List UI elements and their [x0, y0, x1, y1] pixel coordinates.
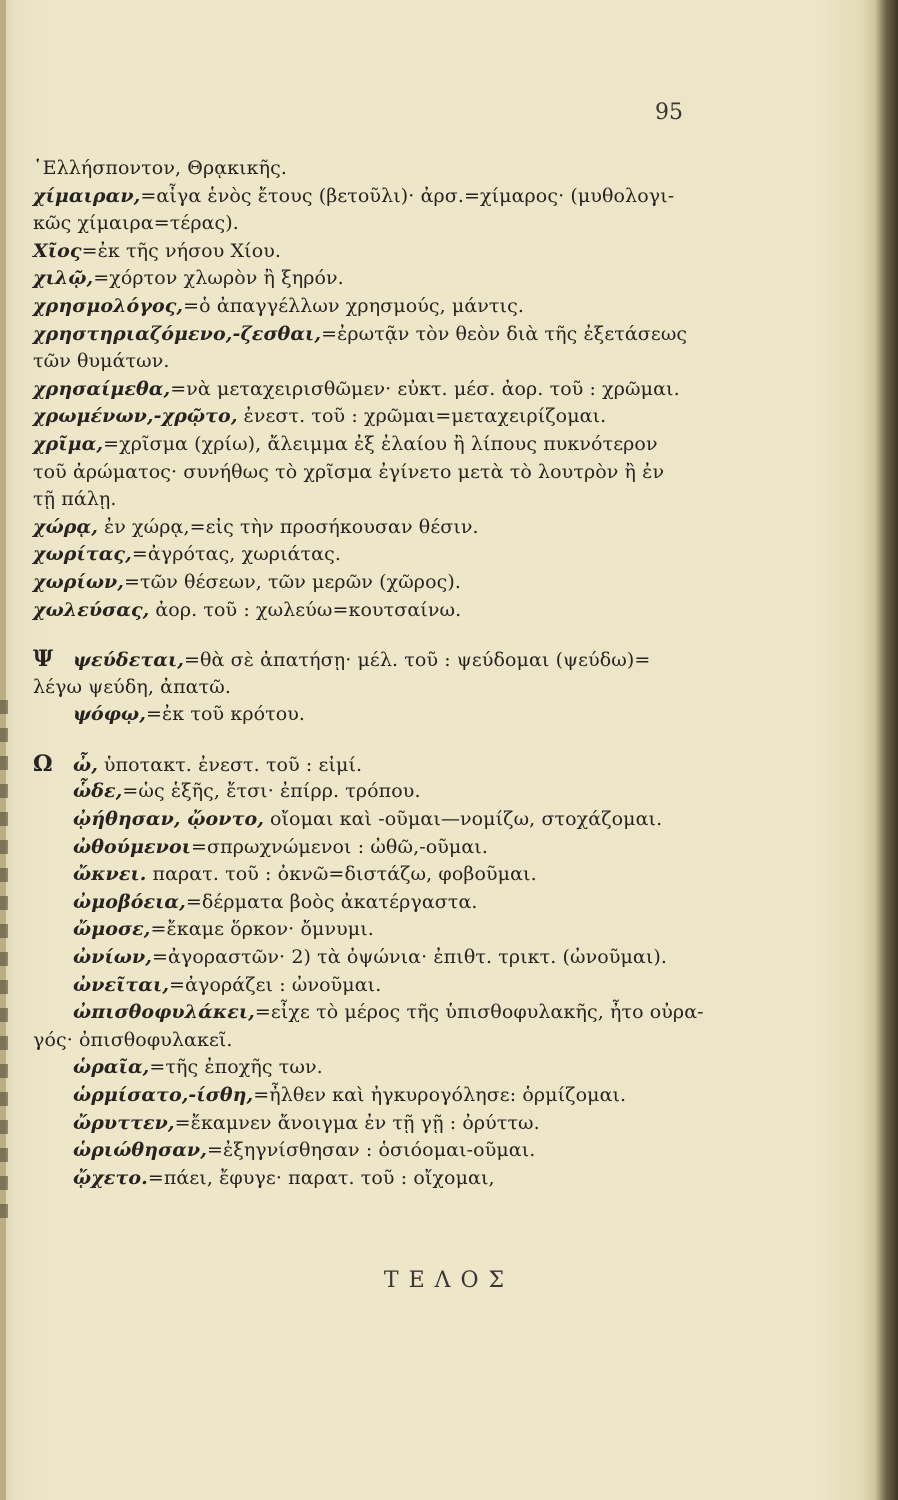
- definition-text: =χόρτον χλωρὸν ἢ ξηρόν.: [93, 267, 344, 290]
- headword: ψόφῳ,: [73, 703, 146, 726]
- glossary-line: [33, 348, 768, 376]
- headword: χώρᾳ,: [33, 515, 98, 538]
- glossary-line: [33, 778, 768, 806]
- glossary-line: [33, 293, 768, 321]
- binding-thread-marks: [0, 700, 8, 1220]
- headword: χρησαίμεθα,: [33, 377, 171, 400]
- glossary-line: [33, 376, 768, 404]
- definition-text: παρατ. τοῦ : ὀκνῶ=διστάζω, φοβοῦμαι.: [152, 863, 537, 886]
- headword: ὡρμίσατο,-ίσθη,: [73, 1084, 254, 1106]
- section-omega: [33, 751, 768, 1193]
- page-number: 95: [655, 100, 683, 125]
- headword: ὡραῖα,: [73, 1056, 150, 1079]
- definition-text: =ἐξηγνίσθησαν : ὁσιόομαι-οῦμαι.: [206, 1139, 536, 1162]
- definition-text: =τῆς ἐποχῆς των.: [149, 1056, 323, 1079]
- glossary-line: [33, 1137, 768, 1165]
- headword: ψεύδεται,: [73, 649, 184, 672]
- section-psi: [33, 646, 768, 729]
- definition-text: =πάει, ἔφυγε· παρατ. τοῦ : οἴχομαι,: [147, 1166, 495, 1189]
- headword: χωρίων,: [33, 570, 125, 593]
- headword: χρησμολόγος,: [33, 294, 184, 317]
- definition-text: =εἶχε τὸ μέρος τῆς ὑπισθοφυλακῆς, ἦτο οὐρα-: [254, 1001, 704, 1024]
- headword: χρηστηριαζόμενο,-ζεσθαι,: [33, 322, 322, 345]
- definition-text: οἴομαι καὶ -οῦμαι—νομίζω, στοχάζομαι.: [269, 808, 663, 831]
- headword: χωλεύσας,: [33, 598, 150, 621]
- headword: ὧδε,: [73, 780, 123, 803]
- glossary-line: [33, 321, 768, 349]
- section-gap: [33, 624, 768, 646]
- glossary-line: [33, 916, 768, 944]
- glossary-line: [33, 1082, 768, 1110]
- headword: ὠνίων,: [73, 946, 152, 969]
- headword: ὤρυττεν,: [73, 1111, 175, 1134]
- definition-text: ἐν χώρᾳ,=εἰς τὴν προσήκουσαν θέσιν.: [103, 515, 479, 538]
- glossary-line: [33, 1054, 768, 1082]
- headword: ὠνεῖται,: [73, 973, 170, 996]
- definition-text: =νὰ μεταχειρισθῶμεν· εὐκτ. μέσ. ἀορ. τοῦ : χρῶμαι.: [170, 377, 680, 400]
- glossary-line: [33, 210, 768, 238]
- definition-text: =ὁ ἀπαγγέλλων χρησμούς, μάντις.: [183, 294, 524, 317]
- definition-text: =ἔκαμνεν ἄνοιγμα ἐν τῇ γῇ : ὀρύττω.: [174, 1111, 540, 1134]
- headword: ᾤχετο.: [73, 1166, 148, 1189]
- definition-text: =δέρματα βοὸς ἀκατέργαστα.: [185, 890, 478, 913]
- headword: χίμαιραν,: [33, 184, 141, 207]
- glossary-line: [33, 265, 768, 293]
- glossary-line: [33, 944, 768, 972]
- section-letter: Ψ: [33, 646, 54, 673]
- definition-text: =ἐκ τοῦ κρότου.: [145, 703, 306, 726]
- glossary-text: [33, 155, 768, 1192]
- glossary-line: [33, 183, 768, 211]
- glossary-line: [33, 486, 768, 514]
- section-gap: [33, 729, 768, 751]
- headword: Χῖος: [33, 239, 82, 262]
- headword: ὤμοσε,: [73, 918, 151, 941]
- glossary-line: [33, 1027, 768, 1055]
- glossary-line: [33, 569, 768, 597]
- headword: χιλῷ,: [33, 267, 94, 290]
- headword: ὤκνει.: [73, 863, 147, 886]
- continuation-text: γός· ὀπισθοφυλακεῖ.: [33, 1028, 233, 1051]
- headword: ὠπισθοφυλάκει,: [73, 1001, 255, 1024]
- glossary-line: [33, 889, 768, 917]
- glossary-line: [33, 701, 768, 729]
- end-word-telos: ΤΕΛΟΣ: [383, 1268, 515, 1293]
- headword: ὠθούμενοι: [73, 835, 192, 858]
- continuation-text: τῶν θυμάτων.: [33, 350, 170, 373]
- continuation-text: τοῦ ἀρώματος· συνήθως τὸ χρῖσμα ἐγίνετο μετὰ τὸ λουτρὸν ἢ ἐν: [33, 460, 665, 483]
- glossary-line: [33, 1110, 768, 1138]
- glossary-line: [33, 999, 768, 1027]
- definition-text: =ἀγοράζει : ὠνοῦμαι.: [169, 973, 382, 996]
- definition-text: =ἐρωτᾷν τὸν θεὸν διὰ τῆς ἐξετάσεως: [321, 322, 688, 345]
- definition-text: =ἦλθεν καὶ ἠγκυρογόλησε: ὁρμίζομαι.: [253, 1084, 627, 1106]
- definition-text: ἐνεστ. τοῦ : χρῶμαι=μεταχειρίζομαι.: [243, 405, 607, 428]
- section-chi-continued: [33, 155, 768, 624]
- headword: ὡριώθησαν,: [73, 1139, 207, 1162]
- definition-text: =ἐκ τῆς νήσου Χίου.: [81, 239, 282, 262]
- headword: ᾠήθησαν, ᾤοντο,: [73, 808, 264, 831]
- glossary-line: [33, 674, 768, 702]
- glossary-line: [33, 972, 768, 1000]
- definition-text: =ἔκαμε ὅρκον· ὄμνυμι.: [150, 918, 374, 941]
- glossary-line: [33, 431, 768, 459]
- section-letter: Ω: [33, 750, 53, 777]
- definition-text: ὑποτακτ. ἐνεστ. τοῦ : εἰμί.: [103, 753, 363, 776]
- definition-text: =ὡς ἑξῆς, ἔτσι· ἐπίρρ. τρόπου.: [122, 780, 421, 803]
- glossary-line: [33, 238, 768, 266]
- definition-text: ἀορ. τοῦ : χωλεύω=κουτσαίνω.: [155, 598, 462, 621]
- glossary-line: [33, 1165, 768, 1193]
- glossary-line: [33, 861, 768, 889]
- definition-text: =τῶν θέσεων, τῶν μερῶν (χῶρος).: [124, 570, 462, 593]
- continuation-text: κῶς χίμαιρα=τέρας).: [33, 212, 239, 235]
- glossary-line: [33, 541, 768, 569]
- definition-text: =χρῖσμα (χρίω), ἄλειμμα ἐξ ἐλαίου ἢ λίπους πυκνότερον: [103, 432, 658, 455]
- headword: ὠμοβόεια,: [73, 890, 186, 913]
- definition-text: =σπρωχνώμενοι : ὠθῶ,-οῦμαι.: [191, 835, 488, 858]
- headword: χρωμένων,-χρῷτο,: [33, 405, 238, 428]
- glossary-line: [33, 597, 768, 625]
- headword: ὦ,: [73, 753, 98, 776]
- definition-text: =ἀγοραστῶν· 2) τὰ ὀψώνια· ἐπιθτ. τρικτ. (ὠνοῦμαι).: [151, 946, 668, 969]
- glossary-line: [33, 459, 768, 487]
- glossary-line: [33, 514, 768, 542]
- definition-text: =αἶγα ἑνὸς ἔτους (βετοῦλι)· ἀρσ.=χίμαρος· (μυθολογι-: [140, 184, 675, 207]
- headword: χρῖμα,: [33, 432, 104, 455]
- headword: χωρίτας,: [33, 543, 132, 566]
- glossary-line: [33, 751, 768, 779]
- glossary-line: [33, 646, 768, 674]
- glossary-line: [33, 806, 768, 834]
- continuation-text: ῾Ελλήσποντον, Θρᾳκικῆς.: [33, 157, 288, 179]
- glossary-line: [33, 834, 768, 862]
- continuation-text: λέγω ψεύδη, ἀπατῶ.: [33, 675, 231, 698]
- continuation-text: τῇ πάλῃ.: [33, 488, 117, 511]
- definition-text: =ἀγρότας, χωριάτας.: [131, 543, 341, 566]
- definition-text: =θὰ σὲ ἀπατήσῃ· μέλ. τοῦ : ψεύδομαι (ψεύδω)=: [183, 649, 651, 672]
- glossary-line: [33, 403, 768, 431]
- glossary-line: [33, 155, 768, 183]
